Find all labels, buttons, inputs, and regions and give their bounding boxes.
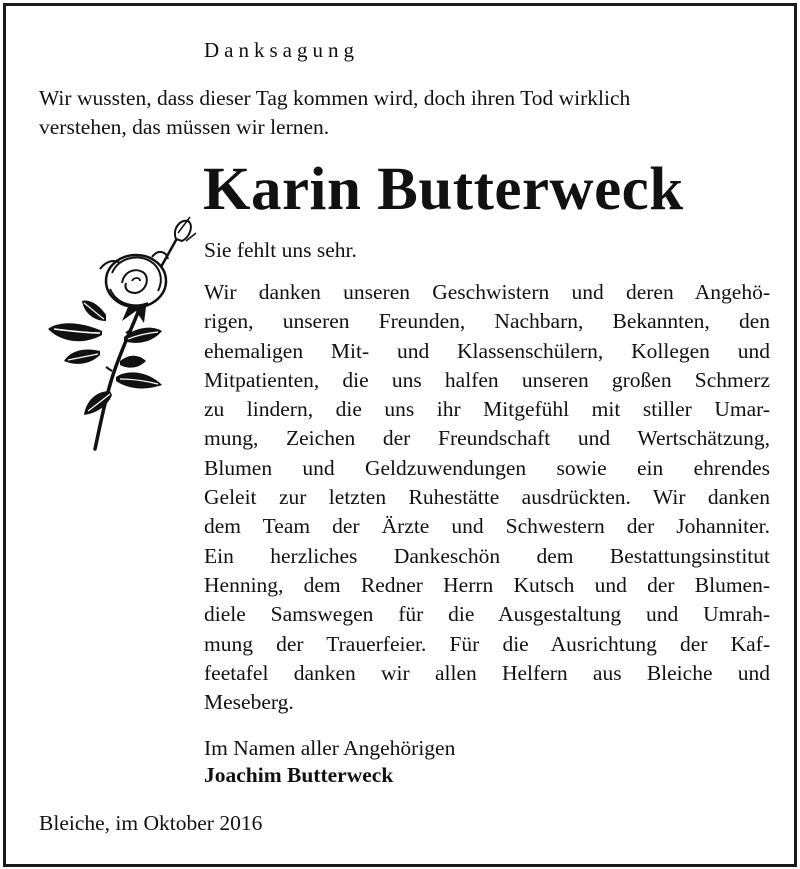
text-line: Geleit zur letzten Ruhestätte ausdrückten. Wir danken — [204, 485, 770, 510]
place-date: Bleiche, im Oktober 2016 — [39, 811, 263, 835]
text-line: rigen, unseren Freunden, Nachbarn, Bekannten, den — [204, 309, 770, 334]
notice-heading: Danksagung — [204, 38, 359, 62]
text-line: mung, Zeichen der Freundschaft und Wertschätzung, — [204, 426, 770, 451]
text-line: Blumen und Geldzuwendungen sowie ein ehrendes — [204, 455, 770, 480]
text-line: zu lindern, die uns ihr Mitgefühl mit stiller Umar- — [204, 397, 770, 422]
text-line: mung der Trauerfeier. Für die Ausrichtung der Kaf- — [204, 631, 770, 656]
rose-icon — [40, 211, 200, 456]
text-line: diele Samswegen für die Ausgestaltung und Umrah- — [204, 602, 770, 627]
text-line: Wir danken unseren Geschwistern und deren Angehö- — [204, 280, 770, 304]
text-line: Mitpatienten, die uns halfen unseren großen Schmerz — [204, 367, 770, 392]
text-line: Meseberg. — [204, 690, 294, 715]
intro-line: Wir wussten, dass dieser Tag kommen wird, doch ihren Tod wirklich — [39, 86, 631, 110]
subtitle: Sie fehlt uns sehr. — [204, 238, 357, 262]
thanks-text — [204, 278, 770, 717]
signer-name: Joachim Butterweck — [204, 763, 394, 787]
obituary-notice — [3, 3, 797, 867]
text-line: feetafel danken wir allen Helfern aus Bleiche und — [204, 660, 770, 685]
deceased-name: Karin Butterweck — [203, 156, 684, 223]
text-line: Ein herzliches Dankeschön dem Bestattungsinstitut — [204, 543, 770, 568]
intro-text — [39, 84, 779, 142]
text-line: Henning, dem Redner Herrn Kutsch und der Blumen- — [204, 572, 770, 597]
text-line: dem Team der Ärzte und Schwestern der Johanniter. — [204, 514, 770, 539]
intro-line: verstehen, das müssen wir lernen. — [39, 115, 330, 139]
text-line: ehemaligen Mit- und Klassenschülern, Kollegen und — [204, 338, 770, 363]
closing-phrase: Im Namen aller Angehörigen — [204, 736, 456, 760]
